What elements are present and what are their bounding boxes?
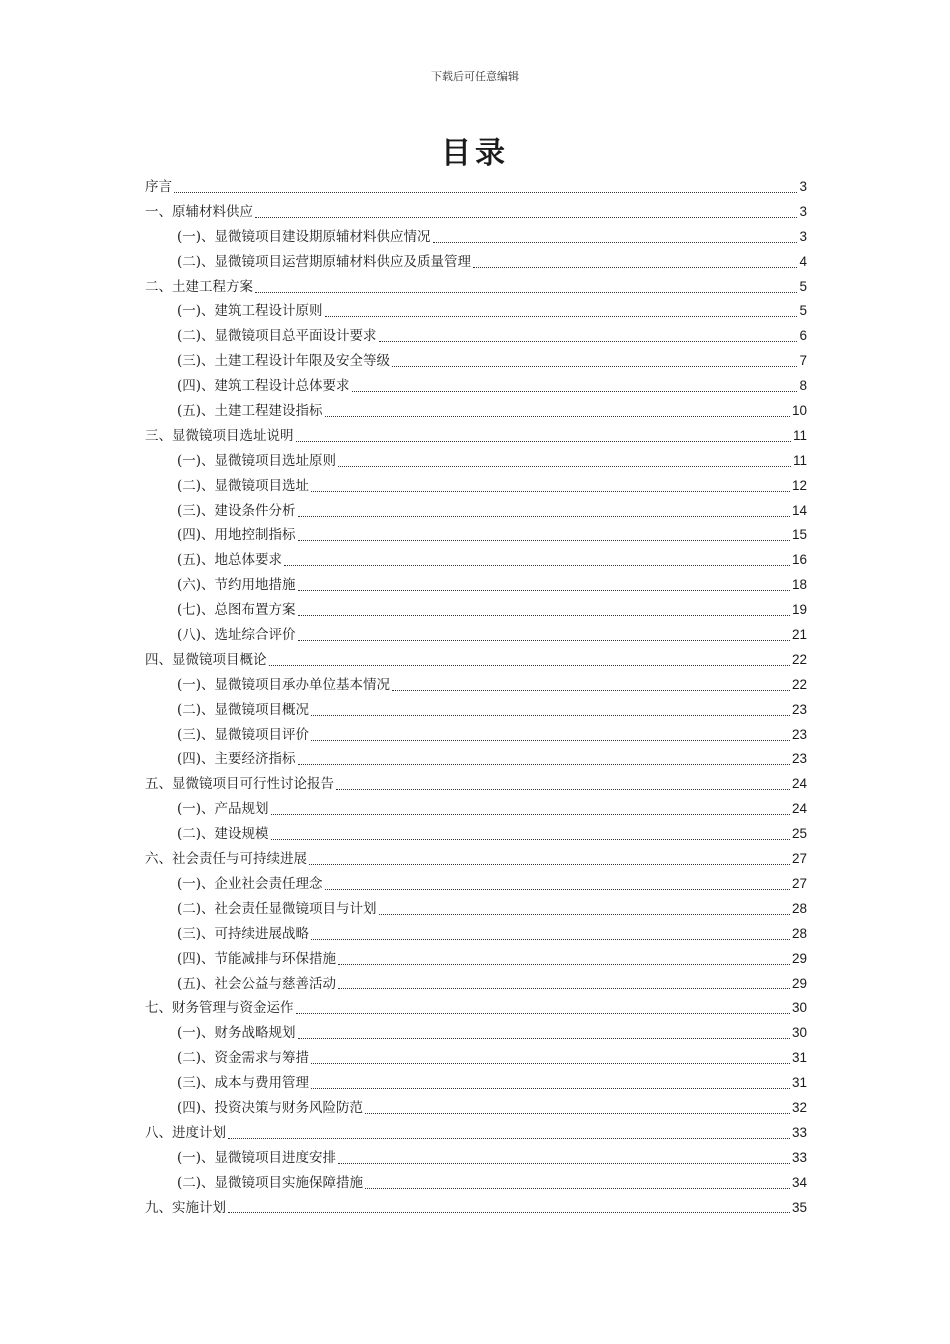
toc-entry-label: 四、显微镜项目概论 (145, 651, 267, 668)
toc-dot-leader (338, 988, 790, 989)
toc-dot-leader (298, 615, 790, 616)
toc-entry-label: (二)、社会责任显微镜项目与计划 (177, 900, 377, 917)
toc-dot-leader (228, 1212, 790, 1213)
toc-dot-leader (325, 889, 790, 890)
toc-entry-label: (一)、显微镜项目承办单位基本情况 (177, 676, 391, 693)
toc-entry[interactable] (145, 1146, 807, 1171)
toc-entry-page: 35 (791, 1199, 807, 1215)
toc-entry-page: 22 (791, 676, 807, 692)
table-of-contents (145, 175, 807, 1220)
toc-entry-page: 8 (799, 378, 807, 394)
toc-entry-label: (二)、显微镜项目概况 (177, 701, 310, 718)
toc-dot-leader (473, 267, 797, 268)
toc-entry[interactable] (145, 324, 807, 349)
toc-entry-label: 八、进度计划 (145, 1124, 226, 1141)
toc-entry-page: 14 (791, 502, 807, 518)
toc-entry[interactable] (145, 275, 807, 300)
toc-entry-label: (一)、建筑工程设计原则 (177, 303, 323, 320)
toc-dot-leader (271, 814, 790, 815)
toc-entry-label: 二、土建工程方案 (145, 278, 253, 295)
toc-entry[interactable] (145, 897, 807, 922)
toc-dot-leader (298, 1038, 790, 1039)
toc-entry-page: 11 (792, 452, 807, 468)
toc-dot-leader (269, 665, 790, 666)
toc-entry-page: 3 (799, 179, 807, 194)
toc-entry-label: 五、显微镜项目可行性讨论报告 (145, 776, 334, 793)
toc-dot-leader (174, 192, 797, 193)
toc-dot-leader (311, 740, 790, 741)
toc-dot-leader (298, 640, 790, 641)
toc-dot-leader (365, 1188, 790, 1189)
toc-entry-page: 15 (791, 527, 807, 543)
toc-dot-leader (311, 491, 790, 492)
toc-entry-page: 32 (791, 1099, 807, 1115)
toc-entry-page: 4 (799, 253, 807, 269)
toc-dot-leader (338, 964, 790, 965)
toc-entry[interactable] (145, 299, 807, 324)
toc-entry-label: 九、实施计划 (145, 1199, 226, 1216)
toc-entry[interactable] (145, 1071, 807, 1096)
toc-entry-page: 12 (791, 477, 807, 493)
toc-dot-leader (296, 441, 791, 442)
toc-dot-leader (298, 764, 790, 765)
toc-entry-page: 3 (799, 228, 807, 244)
toc-entry[interactable] (145, 797, 807, 822)
toc-entry-label: (二)、显微镜项目实施保障措施 (177, 1174, 364, 1191)
toc-entry-label: (五)、社会公益与慈善活动 (177, 975, 337, 992)
toc-entry-page: 28 (791, 900, 807, 916)
toc-entry[interactable] (145, 872, 807, 897)
toc-entry[interactable] (145, 424, 807, 449)
toc-entry-label: (一)、显微镜项目选址原则 (177, 452, 337, 469)
toc-entry-page: 33 (791, 1149, 807, 1165)
toc-dot-leader (311, 715, 790, 716)
toc-entry-page: 7 (799, 353, 807, 369)
toc-dot-leader (296, 1013, 790, 1014)
toc-entry[interactable] (145, 1096, 807, 1121)
toc-dot-leader (433, 242, 798, 243)
toc-entry-label: (三)、成本与费用管理 (177, 1075, 310, 1092)
toc-entry-label: (三)、建设条件分析 (177, 502, 296, 519)
toc-entry-page: 22 (791, 651, 807, 667)
toc-entry[interactable] (145, 673, 807, 698)
toc-dot-leader (392, 690, 790, 691)
toc-dot-leader (271, 839, 790, 840)
toc-entry-label: (二)、资金需求与筹措 (177, 1050, 310, 1067)
toc-entry[interactable] (145, 723, 807, 748)
toc-entry[interactable] (145, 399, 807, 424)
toc-entry-label: (一)、显微镜项目进度安排 (177, 1149, 337, 1166)
toc-entry-label: (三)、土建工程设计年限及安全等级 (177, 353, 391, 370)
toc-entry-label: 六、社会责任与可持续进展 (145, 851, 307, 868)
toc-entry-label: (一)、产品规划 (177, 801, 269, 818)
toc-entry-page: 23 (791, 701, 807, 717)
toc-entry-page: 34 (791, 1174, 807, 1190)
toc-entry[interactable] (145, 573, 807, 598)
toc-entry[interactable] (145, 1171, 807, 1196)
toc-entry[interactable] (145, 200, 807, 225)
toc-entry[interactable] (145, 250, 807, 275)
toc-entry-label: (三)、显微镜项目评价 (177, 726, 310, 743)
toc-dot-leader (325, 416, 790, 417)
toc-dot-leader (309, 864, 790, 865)
toc-entry-label: (四)、主要经济指标 (177, 751, 296, 768)
toc-entry[interactable] (145, 972, 807, 997)
toc-entry[interactable] (145, 623, 807, 648)
toc-dot-leader (284, 565, 790, 566)
toc-entry[interactable] (145, 772, 807, 797)
toc-dot-leader (336, 789, 790, 790)
toc-entry[interactable] (145, 349, 807, 374)
toc-entry-page: 28 (791, 925, 807, 941)
toc-entry-page: 18 (791, 577, 807, 593)
toc-entry-label: (四)、建筑工程设计总体要求 (177, 378, 350, 395)
toc-dot-leader (338, 1163, 790, 1164)
toc-dot-leader (325, 316, 798, 317)
toc-entry-label: (一)、显微镜项目建设期原辅材料供应情况 (177, 228, 431, 245)
toc-entry-page: 30 (791, 1000, 807, 1016)
toc-dot-leader (352, 391, 798, 392)
toc-dot-leader (255, 217, 797, 218)
toc-entry-label: (四)、用地控制指标 (177, 527, 296, 544)
toc-entry[interactable] (145, 947, 807, 972)
toc-entry-label: (八)、选址综合评价 (177, 627, 296, 644)
toc-entry-page: 23 (791, 726, 807, 742)
toc-entry[interactable] (145, 847, 807, 872)
toc-dot-leader (365, 1113, 790, 1114)
toc-entry-label: (二)、显微镜项目选址 (177, 477, 310, 494)
toc-entry[interactable] (145, 1196, 807, 1221)
toc-entry-page: 31 (791, 1075, 807, 1091)
toc-entry-label: (五)、地总体要求 (177, 552, 283, 569)
toc-entry-label: (四)、投资决策与财务风险防范 (177, 1099, 364, 1116)
toc-entry[interactable] (145, 747, 807, 772)
toc-entry-page: 5 (799, 278, 807, 294)
toc-entry-page: 10 (791, 403, 807, 419)
toc-entry-label: (三)、可持续进展战略 (177, 925, 310, 942)
toc-entry-label: (二)、显微镜项目总平面设计要求 (177, 328, 377, 345)
toc-entry[interactable] (145, 922, 807, 947)
toc-entry-label: (二)、建设规模 (177, 826, 269, 843)
toc-entry-page: 24 (791, 801, 807, 817)
toc-entry[interactable] (145, 1021, 807, 1046)
toc-entry-page: 31 (791, 1050, 807, 1066)
toc-entry[interactable] (145, 1121, 807, 1146)
toc-entry-label: (一)、财务战略规划 (177, 1025, 296, 1042)
toc-dot-leader (255, 292, 797, 293)
toc-entry[interactable] (145, 648, 807, 673)
toc-entry-page: 3 (799, 203, 807, 219)
page-header: 下载后可任意编辑 (431, 70, 519, 83)
toc-entry-page: 16 (791, 552, 807, 568)
toc-entry[interactable] (145, 449, 807, 474)
toc-title: 目录 (441, 136, 509, 171)
toc-entry-page: 21 (791, 627, 807, 643)
toc-entry[interactable] (145, 175, 807, 200)
toc-entry-page: 25 (791, 826, 807, 842)
toc-entry-page: 5 (799, 303, 807, 319)
toc-dot-leader (392, 366, 797, 367)
toc-entry-page: 23 (791, 751, 807, 767)
toc-entry[interactable] (145, 548, 807, 573)
toc-entry-page: 6 (799, 328, 807, 344)
toc-dot-leader (338, 466, 791, 467)
toc-entry-page: 27 (791, 875, 807, 891)
toc-entry[interactable] (145, 698, 807, 723)
toc-entry-label: 一、原辅材料供应 (145, 203, 253, 220)
toc-entry-label: (二)、显微镜项目运营期原辅材料供应及质量管理 (177, 253, 472, 270)
toc-entry[interactable] (145, 523, 807, 548)
toc-entry-label: (一)、企业社会责任理念 (177, 875, 323, 892)
toc-dot-leader (379, 914, 790, 915)
toc-entry[interactable] (145, 225, 807, 250)
toc-entry[interactable] (145, 374, 807, 399)
toc-dot-leader (228, 1138, 790, 1139)
toc-entry-label: (六)、节约用地措施 (177, 577, 296, 594)
toc-entry-page: 29 (791, 975, 807, 991)
toc-dot-leader (311, 1063, 790, 1064)
toc-entry-label: (五)、土建工程建设指标 (177, 403, 323, 420)
toc-dot-leader (298, 590, 790, 591)
toc-entry[interactable] (145, 822, 807, 847)
toc-dot-leader (311, 939, 790, 940)
toc-entry-label: 七、财务管理与资金运作 (145, 1000, 294, 1017)
toc-dot-leader (311, 1088, 790, 1089)
toc-entry[interactable] (145, 598, 807, 623)
toc-dot-leader (379, 341, 798, 342)
toc-entry[interactable] (145, 1046, 807, 1071)
toc-entry-page: 19 (791, 602, 807, 618)
toc-entry-label: (四)、节能减排与环保措施 (177, 950, 337, 967)
toc-entry-page: 29 (791, 950, 807, 966)
toc-entry-label: 序言 (145, 179, 172, 195)
toc-entry-page: 24 (791, 776, 807, 792)
toc-entry-label: 三、显微镜项目选址说明 (145, 427, 294, 444)
toc-entry[interactable] (145, 499, 807, 524)
toc-entry-page: 27 (791, 851, 807, 867)
toc-dot-leader (298, 540, 790, 541)
toc-entry-page: 30 (791, 1025, 807, 1041)
toc-entry[interactable] (145, 996, 807, 1021)
toc-entry-page: 11 (792, 427, 807, 443)
toc-entry-page: 33 (791, 1124, 807, 1140)
toc-entry[interactable] (145, 474, 807, 499)
toc-entry-label: (七)、总图布置方案 (177, 602, 296, 619)
toc-dot-leader (298, 516, 790, 517)
